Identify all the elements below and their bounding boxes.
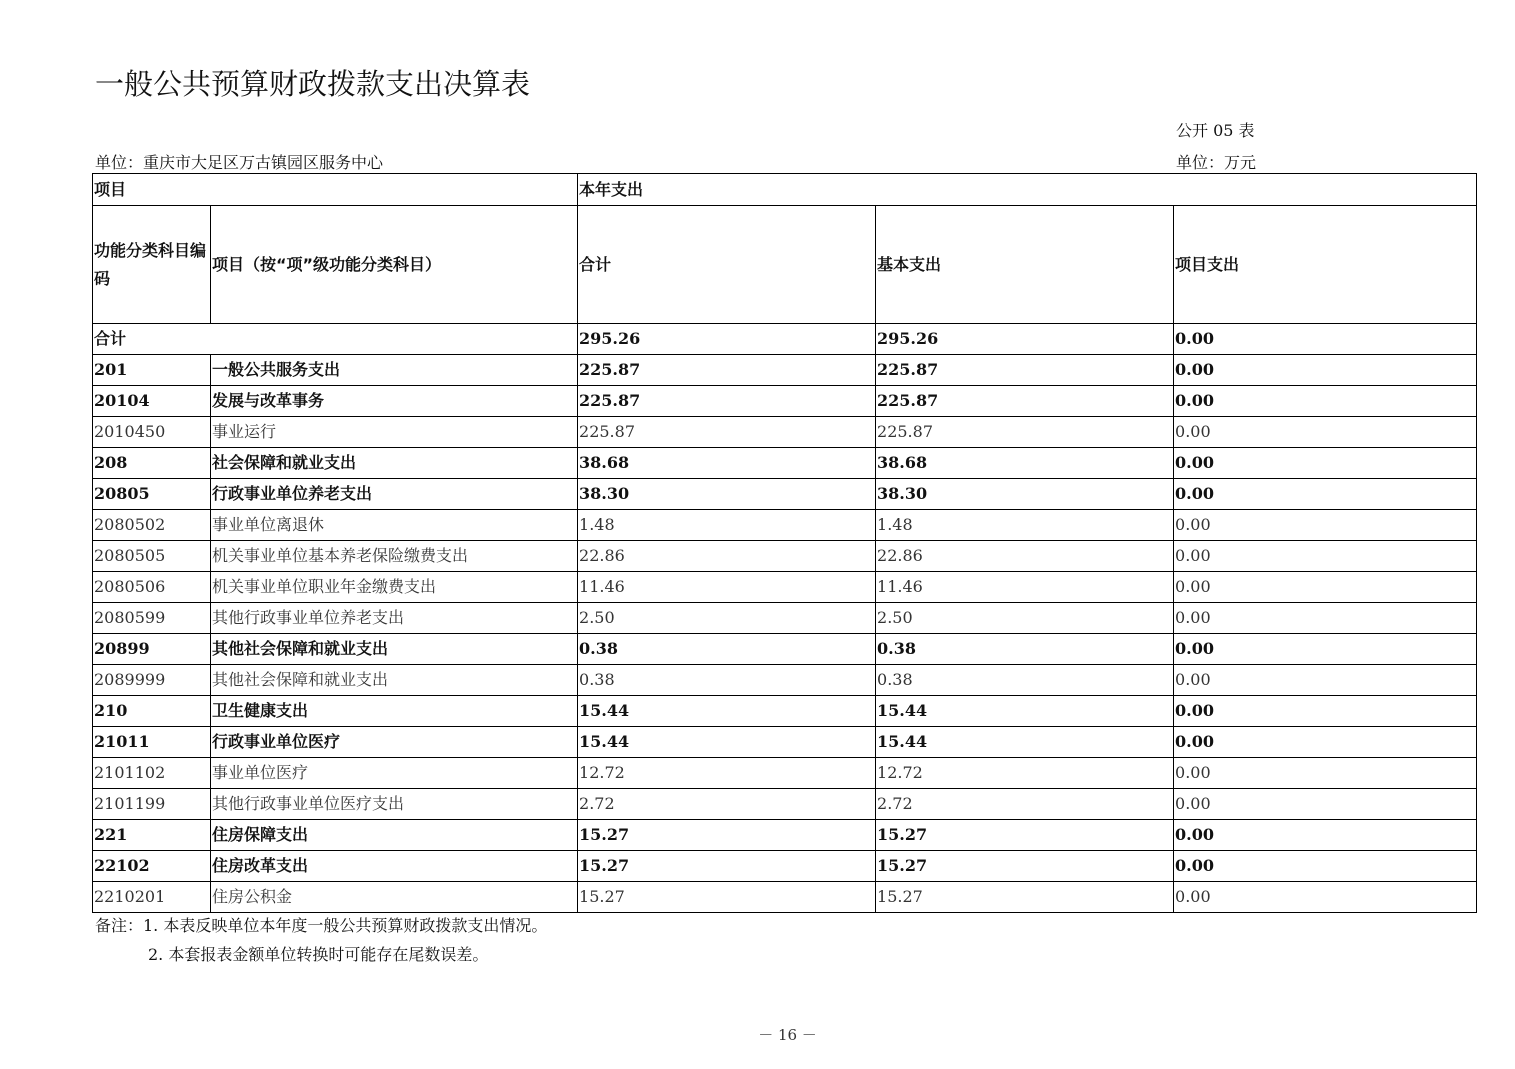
header-project: 项目 [93, 174, 578, 206]
row-basic: 38.30 [876, 479, 1174, 510]
row-basic: 15.27 [876, 851, 1174, 882]
row-project: 0.00 [1174, 355, 1477, 386]
row-project: 0.00 [1174, 448, 1477, 479]
table-row [93, 417, 1477, 448]
row-total: 225.87 [578, 386, 876, 417]
row-name: 机关事业单位职业年金缴费支出 [211, 572, 578, 603]
row-code: 20104 [93, 386, 211, 417]
row-code: 2101102 [93, 758, 211, 789]
row-name: 社会保障和就业支出 [211, 448, 578, 479]
header-current-year: 本年支出 [578, 174, 1477, 206]
header-row-2 [93, 206, 1477, 324]
row-name: 一般公共服务支出 [211, 355, 578, 386]
total-row [93, 324, 1477, 355]
row-basic: 225.87 [876, 417, 1174, 448]
row-code: 201 [93, 355, 211, 386]
table-row [93, 727, 1477, 758]
row-project: 0.00 [1174, 727, 1477, 758]
row-total: 0.38 [578, 634, 876, 665]
row-total: 38.68 [578, 448, 876, 479]
row-code: 2101199 [93, 789, 211, 820]
row-code: 2080502 [93, 510, 211, 541]
row-name: 住房改革支出 [211, 851, 578, 882]
row-total: 15.27 [578, 820, 876, 851]
row-basic: 22.86 [876, 541, 1174, 572]
total-basic: 295.26 [876, 324, 1174, 355]
row-code: 2089999 [93, 665, 211, 696]
row-name: 事业单位离退休 [211, 510, 578, 541]
row-total: 15.44 [578, 696, 876, 727]
row-code: 20805 [93, 479, 211, 510]
note-line-1: 备注：1. 本表反映单位本年度一般公共预算财政拨款支出情况。 [95, 916, 548, 935]
total-project: 0.00 [1174, 324, 1477, 355]
page-title: 一般公共预算财政拨款支出决算表 [95, 67, 531, 101]
row-project: 0.00 [1174, 882, 1477, 913]
row-basic: 12.72 [876, 758, 1174, 789]
table-row [93, 386, 1477, 417]
table-row [93, 820, 1477, 851]
row-basic: 225.87 [876, 386, 1174, 417]
row-name: 住房公积金 [211, 882, 578, 913]
header-item: 项目（按“项”级功能分类科目） [211, 206, 578, 324]
currency-unit: 单位：万元 [1176, 153, 1257, 172]
table-row [93, 851, 1477, 882]
row-total: 15.27 [578, 882, 876, 913]
row-total: 225.87 [578, 417, 876, 448]
table-row [93, 603, 1477, 634]
table-row [93, 510, 1477, 541]
row-project: 0.00 [1174, 572, 1477, 603]
row-code: 2210201 [93, 882, 211, 913]
table-row [93, 572, 1477, 603]
row-project: 0.00 [1174, 789, 1477, 820]
row-project: 0.00 [1174, 758, 1477, 789]
header-project-expenditure: 项目支出 [1174, 206, 1477, 324]
row-basic: 15.27 [876, 882, 1174, 913]
row-code: 21011 [93, 727, 211, 758]
row-total: 2.50 [578, 603, 876, 634]
row-basic: 0.38 [876, 665, 1174, 696]
row-project: 0.00 [1174, 634, 1477, 665]
row-code: 2080506 [93, 572, 211, 603]
header-row-1 [93, 174, 1477, 206]
row-total: 15.44 [578, 727, 876, 758]
row-project: 0.00 [1174, 510, 1477, 541]
header-basic: 基本支出 [876, 206, 1174, 324]
row-project: 0.00 [1174, 851, 1477, 882]
table-row [93, 665, 1477, 696]
table-row [93, 789, 1477, 820]
row-basic: 1.48 [876, 510, 1174, 541]
table-row [93, 355, 1477, 386]
page-number: － 16 － [758, 1026, 817, 1044]
row-total: 225.87 [578, 355, 876, 386]
row-name: 卫生健康支出 [211, 696, 578, 727]
row-name: 其他行政事业单位养老支出 [211, 603, 578, 634]
total-label: 合计 [93, 324, 578, 355]
row-total: 22.86 [578, 541, 876, 572]
table-row [93, 541, 1477, 572]
row-basic: 225.87 [876, 355, 1174, 386]
row-project: 0.00 [1174, 417, 1477, 448]
row-project: 0.00 [1174, 696, 1477, 727]
row-basic: 11.46 [876, 572, 1174, 603]
row-code: 20899 [93, 634, 211, 665]
row-project: 0.00 [1174, 479, 1477, 510]
row-name: 其他社会保障和就业支出 [211, 634, 578, 665]
row-basic: 15.44 [876, 727, 1174, 758]
row-name: 住房保障支出 [211, 820, 578, 851]
row-name: 事业单位医疗 [211, 758, 578, 789]
table-row [93, 448, 1477, 479]
row-project: 0.00 [1174, 603, 1477, 634]
row-code: 208 [93, 448, 211, 479]
table-row [93, 479, 1477, 510]
table-row [93, 882, 1477, 913]
row-code: 210 [93, 696, 211, 727]
note-line-2: 2. 本套报表金额单位转换时可能存在尾数误差。 [148, 945, 489, 964]
row-code: 2010450 [93, 417, 211, 448]
row-name: 其他行政事业单位医疗支出 [211, 789, 578, 820]
row-total: 38.30 [578, 479, 876, 510]
row-basic: 15.44 [876, 696, 1174, 727]
row-code: 2080505 [93, 541, 211, 572]
expenditure-table [92, 173, 1477, 913]
row-project: 0.00 [1174, 541, 1477, 572]
row-total: 12.72 [578, 758, 876, 789]
row-code: 221 [93, 820, 211, 851]
row-project: 0.00 [1174, 665, 1477, 696]
row-name: 行政事业单位医疗 [211, 727, 578, 758]
row-basic: 0.38 [876, 634, 1174, 665]
row-basic: 38.68 [876, 448, 1174, 479]
reporting-unit: 单位：重庆市大足区万古镇园区服务中心 [95, 153, 384, 172]
row-basic: 15.27 [876, 820, 1174, 851]
row-project: 0.00 [1174, 820, 1477, 851]
header-total: 合计 [578, 206, 876, 324]
row-basic: 2.72 [876, 789, 1174, 820]
row-name: 其他社会保障和就业支出 [211, 665, 578, 696]
total-amount: 295.26 [578, 324, 876, 355]
table-row [93, 758, 1477, 789]
row-name: 行政事业单位养老支出 [211, 479, 578, 510]
row-name: 机关事业单位基本养老保险缴费支出 [211, 541, 578, 572]
row-project: 0.00 [1174, 386, 1477, 417]
row-total: 2.72 [578, 789, 876, 820]
row-name: 发展与改革事务 [211, 386, 578, 417]
row-total: 15.27 [578, 851, 876, 882]
form-number: 公开 05 表 [1176, 121, 1255, 140]
row-code: 22102 [93, 851, 211, 882]
row-total: 1.48 [578, 510, 876, 541]
row-total: 0.38 [578, 665, 876, 696]
row-code: 2080599 [93, 603, 211, 634]
row-name: 事业运行 [211, 417, 578, 448]
row-basic: 2.50 [876, 603, 1174, 634]
row-total: 11.46 [578, 572, 876, 603]
header-code: 功能分类科目编码 [93, 206, 211, 324]
table-row [93, 696, 1477, 727]
table-row [93, 634, 1477, 665]
